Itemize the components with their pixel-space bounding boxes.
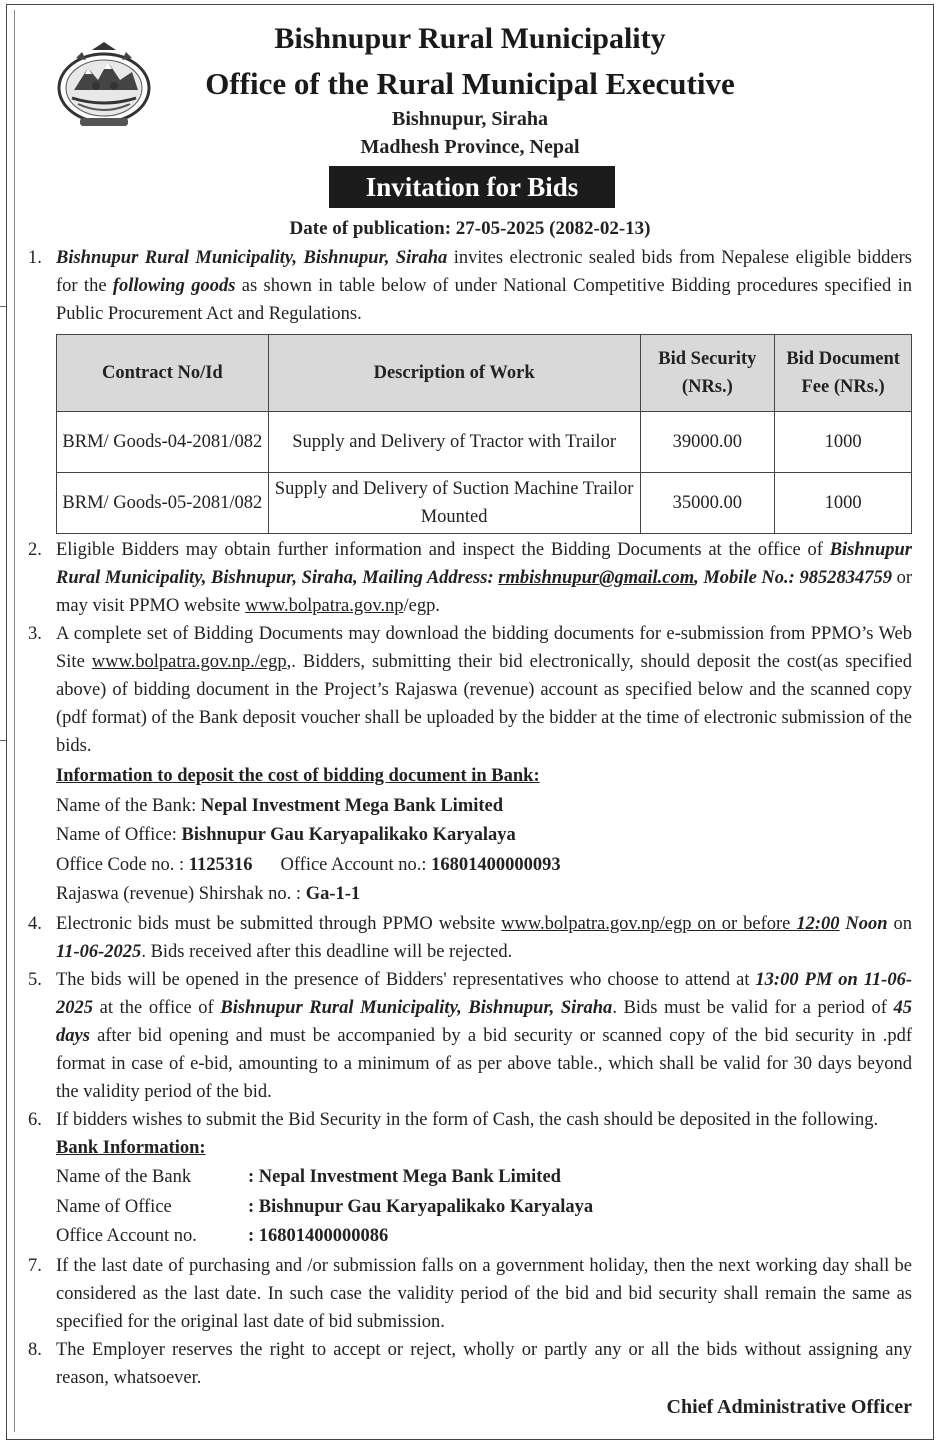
contract-id-cell: BRM/ Goods-05-2081/082 (57, 473, 269, 534)
municipality-name: Bishnupur Rural Municipality (274, 22, 666, 55)
clause-number: 3. (28, 624, 42, 644)
clause-text: following goods (112, 276, 236, 296)
clause-text: The bids will be opened in the presence of Bidders' representatives who choose to attend at (56, 969, 756, 990)
clause-text: Noon (839, 913, 888, 934)
field-label: Name of Office (56, 1196, 172, 1217)
nepal-government-emblem-icon (52, 38, 156, 130)
deadline-date: 11-06-2025 (56, 941, 142, 962)
publication-date: Date of publication: 27-05-2025 (2082-02-13) (289, 218, 651, 239)
section-title: Bank Information: (56, 1137, 206, 1158)
table-row (57, 473, 912, 534)
ppmo-website-link[interactable]: www.bolpatra.gov.np (245, 596, 404, 616)
signatory-title: Chief Administrative Officer (666, 1396, 912, 1418)
doc-fee-cell: 1000 (775, 473, 912, 534)
location-line: Bishnupur, Siraha (391, 108, 548, 130)
field-value: : 16801400000086 (248, 1226, 389, 1246)
clause-4 (28, 910, 912, 966)
field-label: Office Code no. : (56, 854, 189, 875)
contract-id-cell: BRM/ Goods-04-2081/082 (57, 412, 269, 473)
field-value: Nepal Investment Mega Bank Limited (200, 795, 504, 816)
clause-text: Bishnupur Rural Municipality, Bishnupur, Siraha (56, 248, 448, 268)
table-header-row (57, 335, 912, 412)
clause-number: 7. (28, 1255, 42, 1276)
clause-number: 4. (28, 913, 42, 934)
clause-number: 2. (28, 540, 42, 560)
notice-body (28, 244, 912, 1392)
edge-tick (0, 306, 6, 307)
clause-text: at the office of (93, 997, 221, 1018)
clause-6 (28, 1106, 912, 1134)
bid-table (56, 334, 912, 534)
clause-text: If the last date of purchasing and /or submission falls on a government holiday, then the next working day shall be considered as the last date. In such case the validity period of the bid and bid security shall remain the same as specified for the original last date of bid submission. (56, 1255, 912, 1332)
clause-number: 6. (28, 1109, 42, 1130)
description-cell: Supply and Delivery of Tractor with Trailor (268, 412, 640, 473)
clause-text: Eligible Bidders may obtain further information and inspect the Bidding Documents at the office of (56, 540, 830, 560)
bid-security-cell: 35000.00 (640, 473, 775, 534)
clause-1 (28, 244, 912, 328)
clause-text: on (887, 913, 913, 934)
bank-deposit-info (56, 762, 912, 910)
clause-text: 45 days (56, 997, 912, 1046)
field-value: : Nepal Investment Mega Bank Limited (248, 1167, 561, 1187)
clause-text: ,. Bidders, submitting their bid electronically, should deposit the cost(as specified above) of bidding document in the Project’s Rajaswa (revenue) account as specified below and the scanned copy (pdf format) of the Bank deposit voucher shall be uploaded by the bidder at the time of electronic submission of the bids. (56, 652, 913, 756)
column-header: Bid Document Fee (NRs.) (775, 335, 912, 412)
clause-text: . Bids received after this deadline will be rejected. (141, 941, 513, 962)
clause-2 (28, 536, 912, 620)
field-label: Office Account no.: (280, 854, 432, 875)
clause-number: 1. (28, 248, 42, 268)
notice-title-banner: Invitation for Bids (329, 166, 615, 208)
column-header: Contract No/Id (57, 335, 269, 412)
field-label: Name of the Bank (56, 1167, 192, 1187)
clause-8 (28, 1336, 912, 1392)
ppmo-website-link[interactable]: www.bolpatra.gov.np/egp on or before (501, 913, 797, 934)
field-label: Name of the Bank: (56, 795, 201, 816)
clause-text: . Bids must be valid for a period of (612, 997, 894, 1018)
clause-number: 8. (28, 1339, 42, 1360)
edge-tick (0, 740, 6, 741)
section-title: Information to deposit the cost of bidding document in Bank: (56, 766, 540, 786)
field-value: : Bishnupur Gau Karyapalikako Karyalaya (248, 1196, 594, 1217)
clause-text: If bidders wishes to submit the Bid Security in the form of Cash, the cash should be deposited in the following. (56, 1109, 879, 1130)
clause-text: Bishnupur Rural Municipality, Bishnupur, Siraha (220, 997, 613, 1018)
bank-information (56, 1134, 912, 1252)
province-line: Madhesh Province, Nepal (360, 136, 580, 158)
doc-fee-cell: 1000 (775, 412, 912, 473)
office-name: Office of the Rural Municipal Executive (205, 66, 735, 101)
description-cell: Supply and Delivery of Suction Machine Trailor Mounted (268, 473, 640, 534)
clause-text: after bid opening and must be accompanied by a bid security or scanned copy of the bid security in .pdf format in case of e-bid, amounting to a minimum of as per above table., which shall be valid for 30 days beyond the validity period of the bid. (56, 1025, 912, 1102)
clause-number: 5. (28, 969, 42, 990)
clause-text: 13:00 PM on 11-06-2025 (56, 969, 912, 1018)
clause-text: The Employer reserves the right to accept or reject, wholly or partly any or all the bids without assigning any reason, whatsoever. (56, 1339, 912, 1388)
clause-text: or may visit PPMO website (56, 568, 912, 616)
clause-text: Electronic bids must be submitted through PPMO website (56, 913, 502, 934)
field-label: Office Account no. (56, 1226, 197, 1246)
ppmo-website-link[interactable]: www.bolpatra.gov.np./egp (91, 652, 287, 672)
field-value: 16801400000093 (431, 854, 561, 875)
field-label: Rajaswa (revenue) Shirshak no. : (56, 884, 306, 904)
field-value: Ga-1-1 (305, 884, 361, 904)
bid-security-cell: 39000.00 (640, 412, 775, 473)
table-row (57, 412, 912, 473)
clause-3 (28, 620, 912, 760)
clause-text: A complete set of Bidding Documents may download the bidding documents for e-submission from PPMO’s Web Site (56, 624, 912, 672)
field-value: Bishnupur Gau Karyapalikako Karyalaya (181, 825, 516, 845)
field-label: Name of Office: (56, 825, 182, 845)
deadline-time: 12:00 (796, 913, 840, 934)
clause-7 (28, 1252, 912, 1336)
clause-text: Bishnupur Rural Municipality, Bishnupur, Siraha, Mailing Address: (56, 540, 912, 588)
clause-text: invites electronic sealed bids from Nepalese eligible bidders for the (56, 248, 912, 296)
column-header: Bid Security (NRs.) (640, 335, 775, 412)
column-header: Description of Work (268, 335, 640, 412)
clause-5 (28, 966, 912, 1106)
email-link[interactable]: rmbishnupur@gmail.com (498, 568, 695, 588)
clause-text: , Mobile No.: 9852834759 (694, 568, 892, 588)
field-value: 1125316 (188, 854, 253, 875)
clause-text: /egp. (403, 596, 441, 616)
clause-text: as shown in table below of under National Competitive Bidding procedures specified in Public Procurement Act and Regulations. (56, 276, 912, 324)
